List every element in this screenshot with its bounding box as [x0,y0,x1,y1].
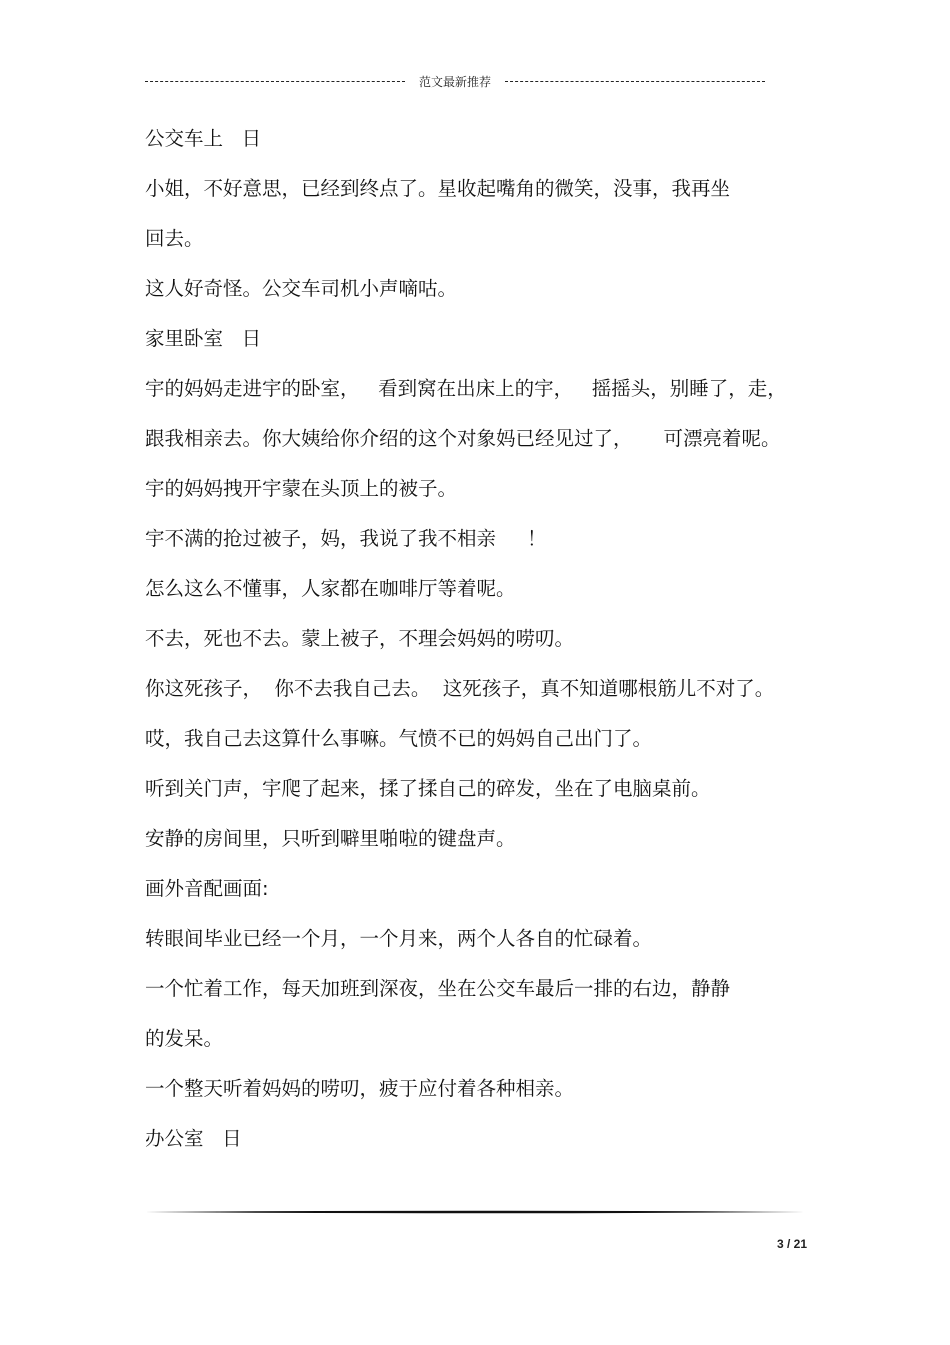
header-dashes-right [505,81,765,82]
text-line: 怎么这么不懂事，人家都在咖啡厅等着呢。 [145,577,516,600]
text-line: 画外音配画面: [145,877,269,900]
text-line: 安静的房间里，只听到噼里啪啦的键盘声。 [145,827,516,850]
text-line: 跟我相亲去。你大姨给你介绍的这个对象妈已经见过了， 可漂亮着呢。 [145,427,781,450]
text-line: 宇的妈妈走进宇的卧室， 看到窝在出床上的宇， 摇摇头，别睡了，走， [145,377,787,400]
text-line: 一个忙着工作，每天加班到深夜，坐在公交车最后一排的右边，静静 [145,977,731,1000]
text-line: 小姐，不好意思，已经到终点了。星收起嘴角的微笑，没事，我再坐 [145,177,731,200]
text-line: 哎，我自己去这算什么事嘛。气愤不已的妈妈自己出门了。 [145,727,653,750]
text-line: 不去，死也不去。蒙上被子，不理会妈妈的唠叨。 [145,627,575,650]
text-line: 这人好奇怪。公交车司机小声嘀咕。 [145,277,458,300]
text-line: 回去。 [145,227,204,250]
text-line: 转眼间毕业已经一个月，一个月来，两个人各自的忙碌着。 [145,927,653,950]
scene-heading: 公交车上 日 [145,127,262,150]
text-line: 听到关门声，宇爬了起来，揉了揉自己的碎发，坐在了电脑桌前。 [145,777,711,800]
scene-heading: 办公室 日 [145,1127,242,1150]
header-title: 范文最新推荐 [419,74,492,89]
text-line: 你这死孩子， 你不去我自己去。 这死孩子，真不知道哪根筋儿不对了。 [145,677,775,700]
header-dashes-left [145,81,405,82]
page-number: 3 / 21 [776,1237,807,1251]
footer-rule [145,1210,805,1214]
text-line: 宇的妈妈拽开宇蒙在头顶上的被子。 [145,477,458,500]
text-line: 的发呆。 [145,1027,224,1050]
scene-heading: 家里卧室 日 [145,327,262,350]
text-line: 宇不满的抢过被子，妈，我说了我不相亲 ！ [145,527,547,550]
page-header [145,72,765,90]
text-line: 一个整天听着妈妈的唠叨，疲于应付着各种相亲。 [145,1077,575,1100]
